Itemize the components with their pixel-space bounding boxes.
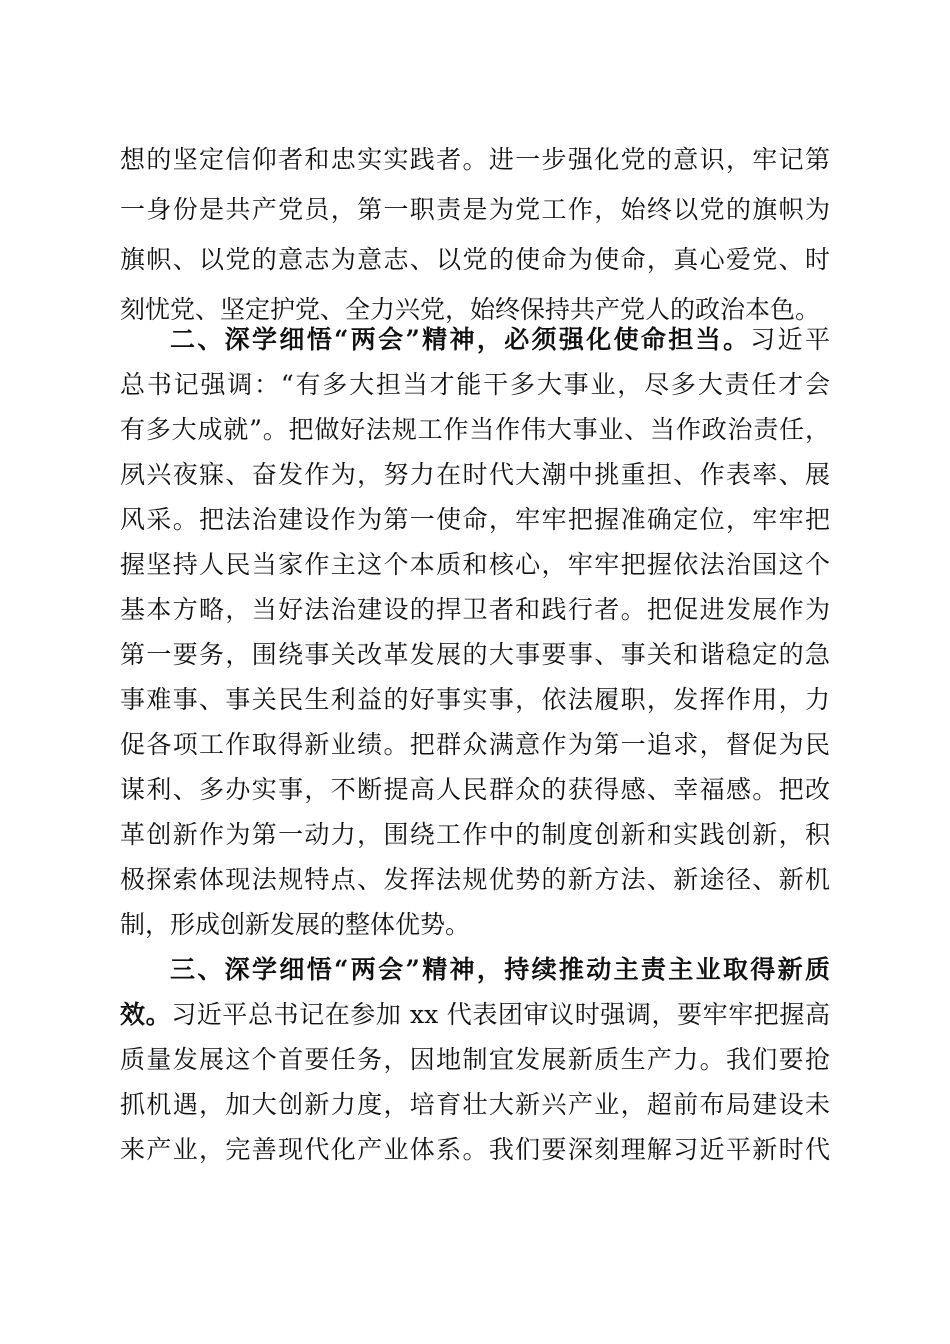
paragraph-line: 来产业，完善现代化产业体系。我们要深刻理解习近平新时代 [120,1135,830,1164]
paragraph-line: 总书记强调：“有多大担当才能干多大事业，尽多大责任才会 [120,370,830,399]
paragraph-line: 谋利、多办实事，不断提高人民群众的获得感、幸福感。把改 [120,775,830,804]
paragraph-text: 习近平总书记在参加 xx 代表团审议时强调，要牢牢把握高 [171,1000,830,1029]
paragraph-line: 刻忧党、坚定护党、全力兴党，始终保持共产党人的政治本色。 [120,295,821,324]
paragraph-line: 极探索体现法规特点、发挥法规优势的新方法、新途径、新机 [120,865,830,894]
paragraph-line: 握坚持人民当家作主这个本质和核心，牢牢把握依法治国这个 [120,550,830,579]
section-heading-line [120,993,830,1037]
paragraph-line: 第一要务，围绕事关改革发展的大事要事、事关和谐稳定的急 [120,640,830,669]
paragraph-line: 革创新作为第一动力，围绕工作中的制度创新和实践创新，积 [120,820,830,849]
section-heading: 二、深学细悟“两会”精神，必须强化使命担当。 [170,325,751,354]
section-heading: 效。 [120,1000,172,1029]
paragraph-line: 一身份是共产党员，第一职责是为党工作，始终以党的旗帜为 [120,195,830,224]
section-heading-line [170,318,830,362]
paragraph-text: 习近平 [750,325,830,354]
paragraph-line: 基本方略，当好法治建设的捍卫者和践行者。把促进发展作为 [120,595,830,624]
paragraph-line: 有多大成就”。把做好法规工作当作伟大事业、当作政治责任， [120,415,830,444]
section-heading-line: 三、深学细悟“两会”精神，持续推动主责主业取得新质 [170,955,830,984]
paragraph-line: 促各项工作取得新业绩。把群众满意作为第一追求，督促为民 [120,730,830,759]
paragraph-line: 事难事、事关民生利益的好事实事，依法履职，发挥作用，力 [120,685,830,714]
paragraph-line: 想的坚定信仰者和忠实实践者。进一步强化党的意识，牢记第 [120,145,830,174]
paragraph-line: 制，形成创新发展的整体优势。 [120,910,471,939]
paragraph-line: 风采。把法治建设作为第一使命，牢牢把握准确定位，牢牢把 [120,505,830,534]
paragraph-line: 抓机遇，加大创新力度，培育壮大新兴产业，超前布局建设未 [120,1090,830,1119]
paragraph-line: 夙兴夜寐、奋发作为，努力在时代大潮中挑重担、作表率、展 [120,460,830,489]
paragraph-line: 质量发展这个首要任务，因地制宜发展新质生产力。我们要抢 [120,1045,830,1074]
paragraph-line: 旗帜、以党的意志为意志、以党的使命为使命，真心爱党、时 [120,245,830,274]
